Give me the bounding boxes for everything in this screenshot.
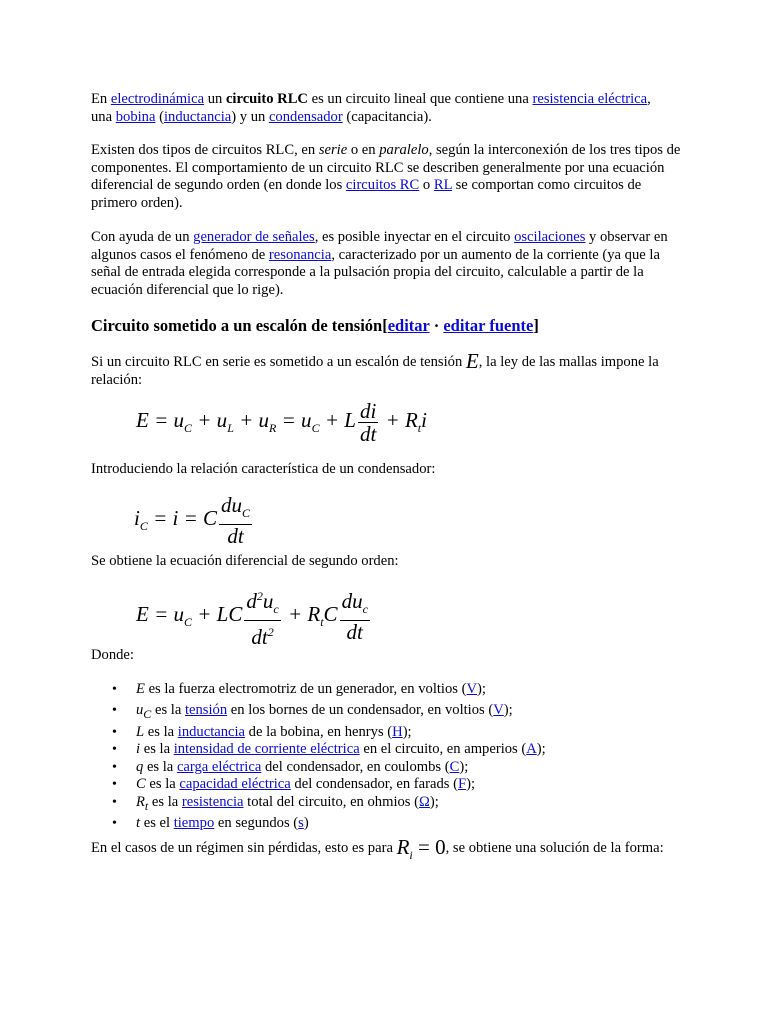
unit-link[interactable]: s bbox=[298, 815, 304, 832]
fraction: $\frac{d^2u_c}{dt^2}$ bbox=[246, 589, 279, 650]
text: En bbox=[91, 91, 111, 107]
definition-item: • C es la capacidad eléctrica del condensador, en farads (F); bbox=[136, 776, 696, 794]
unit-link[interactable]: F bbox=[457, 776, 467, 793]
text: es un circuito lineal que contiene una bbox=[307, 91, 533, 107]
definition-item: • i es la intensidad de corriente eléctrica en el circuito, en amperios (A); bbox=[136, 741, 696, 759]
link-oscilaciones[interactable]: oscilaciones bbox=[514, 229, 586, 245]
text: y observar en algunos casos el fenómeno de bbox=[91, 229, 668, 263]
capacitor-paragraph: Introduciendo la relación característica de un condensador: bbox=[91, 461, 436, 477]
text: o bbox=[419, 177, 434, 194]
link-circuitos-rc[interactable]: circuitos RC bbox=[345, 177, 420, 194]
term-link[interactable]: tensión bbox=[184, 702, 228, 719]
edit-link[interactable]: editar bbox=[387, 316, 430, 335]
equation-mesh-law: $E = u_C + u_L + u_R = u_C + L$ $\frac{di}{dt}$ + $R_ti$ bbox=[136, 399, 427, 446]
term-link[interactable]: intensidad de corriente eléctrica bbox=[173, 741, 360, 758]
link-rl[interactable]: RL bbox=[433, 177, 452, 194]
definition-item: • $R_t$ es la resistencia total del circuito, en ohmios (Ω); bbox=[136, 794, 696, 815]
text: En el casos de un régimen sin pérdidas, esto es para bbox=[91, 840, 397, 856]
text: una bbox=[91, 108, 116, 125]
definition-item: • t es el tiempo en segundos (s) bbox=[136, 815, 696, 833]
section-heading bbox=[91, 316, 539, 336]
term-link[interactable]: inductancia bbox=[177, 723, 246, 740]
text: ) y un bbox=[231, 108, 269, 125]
unit-link[interactable]: V bbox=[466, 681, 478, 697]
definition-item: • E es la fuerza electromotriz de un generador, en voltios (V); bbox=[136, 681, 696, 702]
definition-item: • q es la carga eléctrica del condensador, en coulombs (C); bbox=[136, 759, 696, 777]
unit-link[interactable]: H bbox=[392, 723, 403, 740]
text: Si un circuito RLC en serie es sometido a un escalón de tensión bbox=[91, 354, 466, 370]
link-resistencia-electrica[interactable]: resistencia eléctrica bbox=[532, 91, 648, 107]
intro-paragraph bbox=[91, 91, 691, 126]
unit-link[interactable]: V bbox=[493, 702, 504, 719]
bracket: [ bbox=[382, 316, 388, 335]
unit-link[interactable]: Ω bbox=[419, 793, 430, 810]
math-e: E bbox=[465, 349, 479, 373]
text: , bbox=[647, 91, 651, 107]
text: se comportan como circuitos de primero orden). bbox=[91, 177, 642, 211]
link-generador-de-senales[interactable]: generador de señales bbox=[193, 229, 315, 245]
link-condensador[interactable]: condensador bbox=[268, 108, 343, 125]
step-paragraph bbox=[91, 349, 691, 389]
definition-item: • L es la inductancia de la bobina, en henrys (H); bbox=[136, 724, 696, 742]
second-order-paragraph: Se obtiene la ecuación diferencial de segundo orden: bbox=[91, 553, 399, 569]
heading-title: Circuito sometido a un escalón de tensión bbox=[91, 316, 383, 335]
fraction: $\frac{du_C}{dt}$ bbox=[221, 493, 251, 549]
text: , la ley de las mallas impone la relación: bbox=[91, 354, 659, 388]
text: ( bbox=[155, 108, 164, 125]
separator: · bbox=[429, 316, 444, 335]
equation-second-order: $E = u_C$ + LC $\frac{d^2u_c}{dt^2}$ + $R_tC$ $\frac{du_c}{dt}$ bbox=[136, 585, 372, 648]
link-electrodinamica[interactable]: electrodinámica bbox=[110, 91, 205, 107]
text: , caracterizado por un aumento de la corriente (ya que la señal de entrada elegida corresponde a la pulsación propia del circuito, calculable a partir de la ecuación diferencial que lo rige). bbox=[91, 246, 660, 298]
unit-link[interactable]: A bbox=[526, 741, 537, 758]
text: , se obtiene una solución de la forma: bbox=[445, 840, 664, 856]
where-label: Donde: bbox=[91, 647, 134, 663]
term-link[interactable]: tiempo bbox=[173, 815, 215, 832]
text: un bbox=[204, 91, 226, 107]
fraction: $\frac{di}{dt}$ bbox=[359, 399, 377, 446]
definitions-list bbox=[91, 681, 696, 833]
term-link[interactable]: capacidad eléctrica bbox=[179, 776, 291, 793]
text: , es posible inyectar en el circuito bbox=[314, 229, 515, 245]
italic-term: serie bbox=[318, 142, 348, 158]
text: Existen dos tipos de circuitos RLC, en bbox=[91, 142, 319, 158]
edit-source-link[interactable]: editar fuente bbox=[443, 316, 534, 335]
equation-capacitor: $i_C = i = C$ $\frac{du_C}{dt}$ bbox=[134, 493, 251, 549]
types-paragraph bbox=[91, 142, 691, 212]
term-link[interactable]: carga eléctrica bbox=[176, 758, 262, 775]
fraction: $\frac{du_c}{dt}$ bbox=[341, 589, 368, 645]
definition-item: • $u_C$ es la tensión en los bornes de un condensador, en voltios (V); bbox=[136, 702, 696, 723]
text: Con ayuda de un bbox=[91, 229, 194, 245]
text: o en bbox=[347, 142, 380, 158]
text: (capacitancia). bbox=[342, 108, 432, 125]
unit-link[interactable]: C bbox=[449, 758, 460, 775]
text: , según la interconexión de los tres tipos de componentes. El comportamiento de un circuito RLC se describen generalmente por una ecuación diferencial de segundo orden (en donde los bbox=[91, 142, 681, 194]
resonance-paragraph bbox=[91, 229, 691, 299]
lossless-paragraph bbox=[91, 835, 691, 865]
bold-term: circuito RLC bbox=[225, 91, 308, 107]
link-bobina[interactable]: bobina bbox=[115, 108, 156, 125]
term-link[interactable]: resistencia bbox=[181, 793, 244, 810]
math-ri-zero: $R_i = 0$ bbox=[396, 835, 446, 863]
bracket: ] bbox=[533, 316, 539, 335]
link-resonancia[interactable]: resonancia bbox=[268, 246, 332, 263]
italic-term: paralelo bbox=[379, 142, 429, 158]
link-inductancia[interactable]: inductancia bbox=[163, 108, 232, 125]
